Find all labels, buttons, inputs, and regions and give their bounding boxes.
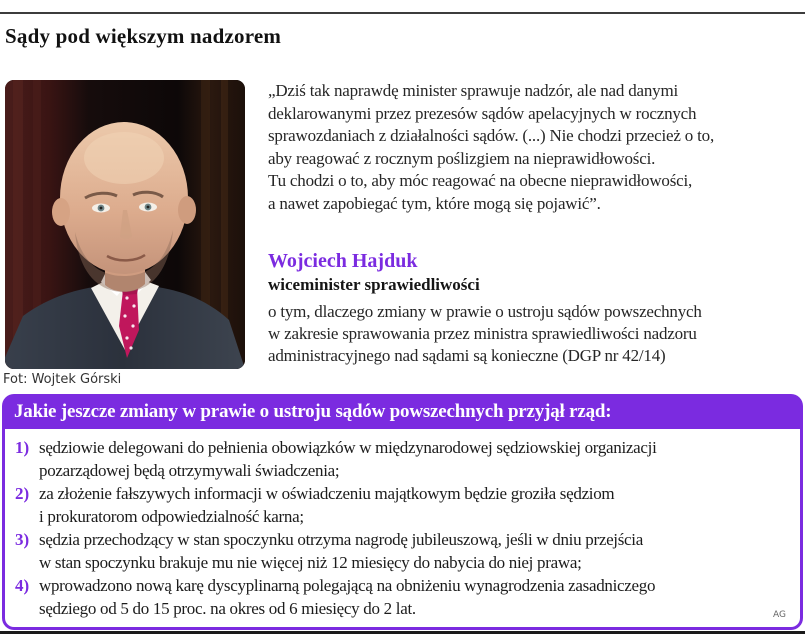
list-item-line: w stan spoczynku brakuje mu nie więcej niż 12 miesięcy do nabycia do niej prawa; — [39, 553, 582, 572]
description-line: w zakresie sprawowania przez ministra sprawiedliwości nadzoru — [268, 324, 697, 343]
list-item — [15, 482, 790, 528]
info-box-body — [5, 429, 800, 627]
portrait-illustration — [5, 80, 245, 369]
quote-line: aby reagować z rocznym poślizgiem na nieprawidłowości. — [268, 148, 656, 168]
list-item-line: pozarządowej będą otrzymywali świadczenia; — [39, 461, 340, 480]
list-item-text — [39, 482, 614, 528]
list-item-line: sędziego od 5 do 15 proc. na okres od 6 miesięcy do 2 lat. — [39, 599, 416, 618]
person-description — [268, 301, 803, 367]
quote-line: a nawet zapobiegać tym, które mogą się pojawić”. — [268, 193, 601, 213]
list-item — [15, 528, 790, 574]
page-title: Sądy pod większym nadzorem — [5, 24, 282, 48]
list-item-number: 2) — [15, 484, 30, 503]
photo-credit: Fot: Wojtek Górski — [3, 372, 122, 387]
description-line: o tym, dlaczego zmiany w prawie o ustroju sądów powszechnych — [268, 302, 702, 321]
quote-line: sprawozdaniach z działalności sądów. (...) Nie chodzi przecież o to, — [268, 126, 714, 145]
person-name: Wojciech Hajduk — [268, 250, 418, 272]
quote-block — [268, 80, 803, 215]
list-item-text — [39, 436, 657, 482]
portrait-photo — [5, 80, 245, 369]
list-item-number: 4) — [15, 576, 30, 595]
list-item-line: sędzia przechodzący w stan spoczynku otrzyma nagrodę jubileuszową, jeśli w dniu przejścia — [39, 530, 643, 549]
list-item — [15, 574, 790, 620]
list-item-text — [39, 574, 655, 620]
quote-line: „Dziś tak naprawdę minister sprawuje nadzór, ale nad danymi — [268, 81, 679, 100]
top-rule — [0, 12, 805, 14]
list-item-number: 1) — [15, 438, 30, 457]
person-role: wiceminister sprawiedliwości — [268, 275, 480, 294]
list-item-line: za złożenie fałszywych informacji w oświadczeniu majątkowym będzie groziła sędziom — [39, 484, 615, 503]
right-column — [268, 80, 803, 367]
list-item-number: 3) — [15, 530, 30, 549]
bottom-rule — [0, 631, 805, 634]
list-item-line: wprowadzono nową karę dyscyplinarną polegającą na obniżeniu wynagrodzenia zasadniczego — [39, 576, 656, 595]
info-box-header: Jakie jeszcze zmiany w prawie o ustroju sądów powszechnych przyjął rząd: — [14, 400, 612, 422]
author-initials: AG — [773, 610, 786, 620]
list-item — [15, 436, 790, 482]
list-item-line: sędziowie delegowani do pełnienia obowiązków w międzynarodowej sędziowskiej organizacji — [39, 438, 657, 457]
list-item-line: i prokuratorom odpowiedzialność karna; — [39, 507, 304, 526]
list-item-text — [39, 528, 643, 574]
info-box — [2, 394, 803, 630]
description-line: administracyjnego nad sądami są konieczne (DGP nr 42/14) — [268, 346, 666, 365]
quote-line: deklarowanymi przez prezesów sądów apelacyjnych w rocznych — [268, 103, 697, 123]
quote-line: Tu chodzi o to, aby móc reagować na obecne nieprawidłowości, — [268, 171, 693, 190]
